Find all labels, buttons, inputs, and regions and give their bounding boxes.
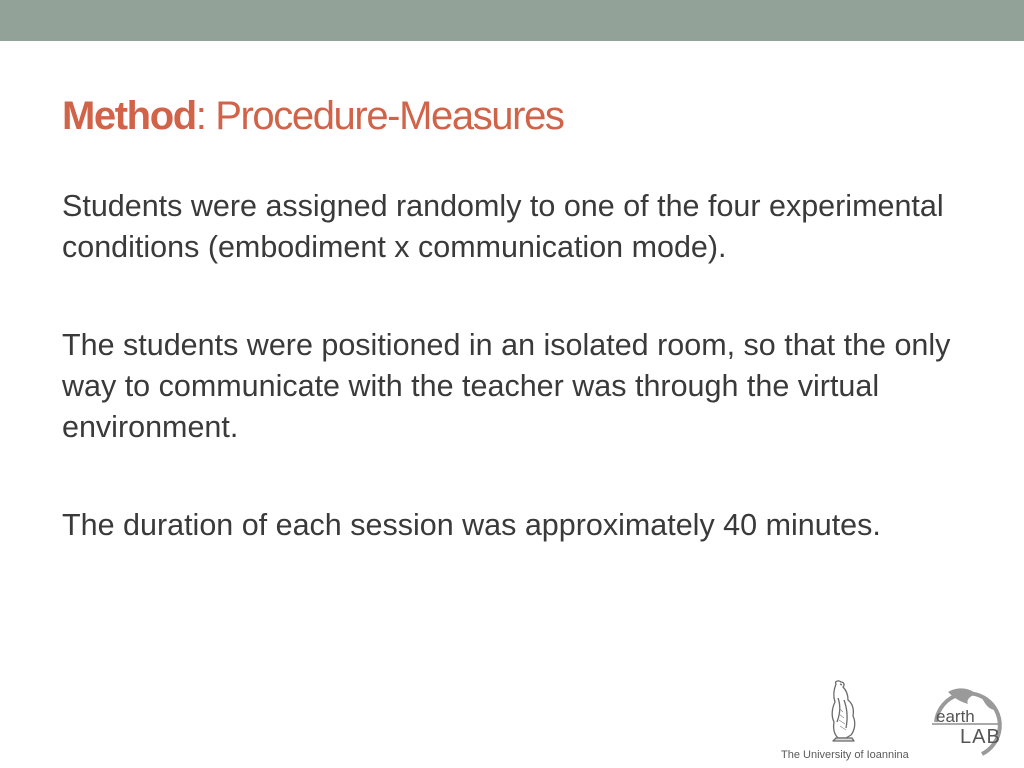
body-paragraph: Students were assigned randomly to one of the four experimental conditions (embodiment x communication mode). <box>62 189 944 264</box>
statue-logo-icon <box>820 678 866 742</box>
logo-earth-text: earth <box>936 707 975 726</box>
header-bar <box>0 0 1024 41</box>
earthlab-logo <box>926 680 1006 764</box>
slide-body <box>62 186 992 603</box>
title-rest: : Procedure-Measures <box>195 94 564 138</box>
logo-lab-text: LAB <box>960 726 1001 748</box>
body-paragraph: The students were positioned in an isolated room, so that the only way to communicate with the teacher was through the virtual environment. <box>62 328 951 444</box>
slide-title <box>62 90 564 142</box>
body-paragraph: The duration of each session was approximately 40 minutes. <box>62 508 881 542</box>
university-name: The University of Ioannina <box>781 749 909 761</box>
title-emphasis: Method <box>62 94 196 138</box>
